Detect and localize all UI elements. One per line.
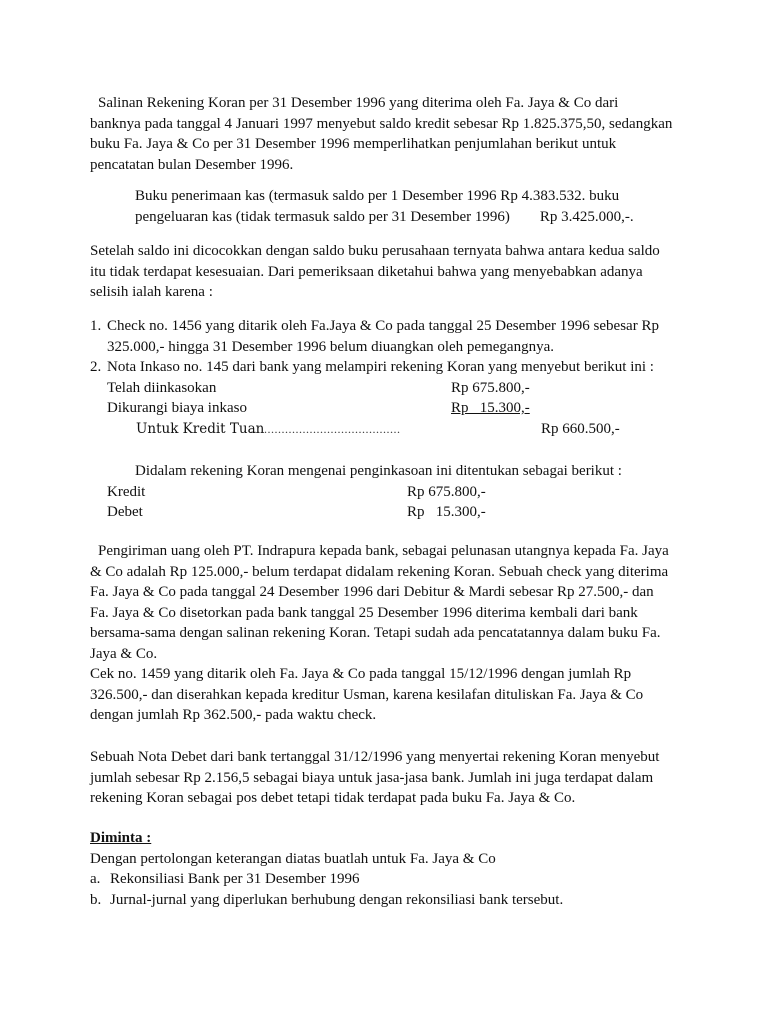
statement-label: Debet [107,504,143,520]
collection-table [90,378,700,440]
list-item-text: Check no. 1456 yang ditarik oleh Fa.Jaya & Co pada tanggal 25 Desember 1996 sebesar Rp [107,318,659,334]
collection-row-telah [90,378,768,399]
cash-book-amount: Rp 3.425.000,-. [539,208,634,225]
cause-list [90,316,700,439]
statement-intro: Didalam rekening Koran mengenai penginkasoan ini ditentukan sebagai berikut : [135,463,622,479]
list-item-number: 1. [90,318,102,334]
discrepancy-paragraph [90,241,690,303]
intro-line: banknya pada tanggal 4 Januari 1997 menyebut saldo kredit sebesar Rp 1.825.375,50, sedangkan [90,115,673,132]
requirement-marker: b. [90,891,102,908]
debit-note-line: rekening Koran sebagai pos debet tetapi tidak terdapat pada buku Fa. Jaya & Co. [90,790,576,806]
cash-book-line [135,207,695,228]
list-item-text: Nota Inkaso no. 145 dari bank yang melampiri rekening Koran yang menyebut berikut ini : [107,359,654,375]
debit-note-paragraph [90,747,690,809]
transfer-line: Jaya & Co. [90,645,158,662]
requirement-marker: a. [90,871,101,887]
transfer-paragraph [90,541,690,726]
statement-row-kredit [107,482,768,503]
list-item-continuation: 325.000,- hingga 31 Desember 1996 belum diuangkan oleh pemegangnya. [107,338,554,355]
transfer-line: 326.500,- dan diserahkan kepada kreditur Usman, karena kesilafan dituliskan Fa. Jaya & Co [90,686,644,703]
collection-label: Untuk Kredit Tuan [136,420,265,437]
requirements-section [90,828,690,910]
statement-row-debet [107,502,768,523]
requirements-intro: Dengan pertolongan keterangan diatas buatlah untuk Fa. Jaya & Co [90,850,496,867]
transfer-line: & Co adalah Rp 125.000,- belum terdapat didalam rekening Koran. Sebuah check yang diterima [90,563,669,580]
collection-value: Rp 660.500,- [541,420,620,437]
requirement-text: Jurnal-jurnal yang diperlukan berhubung dengan rekonsiliasi bank tersebut. [110,891,564,908]
intro-line: buku Fa. Jaya & Co per 31 Desember 1996 memperlihatkan penjumlahan berikut untuk [90,136,617,152]
statement-value: Rp 675.800,- [407,483,486,500]
collection-value: Rp 675.800,- [451,379,530,396]
debit-note-line: Sebuah Nota Debet dari bank tertanggal 31/12/1996 yang menyertai rekening Koran menyebut [90,749,660,765]
collection-row-kredit [90,419,768,440]
transfer-line: Cek no. 1459 yang ditarik oleh Fa. Jaya & Co pada tanggal 15/12/1996 dengan jumlah Rp [90,666,632,682]
statement-entries [107,461,707,523]
transfer-line: dengan jumlah Rp 362.500,- pada waktu check. [90,707,377,723]
requirement-text: Rekonsiliasi Bank per 31 Desember 1996 [110,871,360,887]
list-item [90,316,700,357]
collection-value: Rp 15.300,- [451,400,530,416]
requirement-item [90,890,690,911]
transfer-line: bersama-sama dengan salinan rekening Koran. Tetapi sudah ada pencatatannya dalam buku Fa. [90,625,661,641]
statement-label: Kredit [107,483,146,500]
transfer-line: Fa. Jaya & Co pada tanggal 24 Desember 1996 dari Debitur & Mardi sebesar Rp 27.500,- dan [90,584,654,600]
requirements-heading: Diminta : [90,830,152,846]
collection-label: Telah diinkasokan [107,379,217,396]
transfer-line: Fa. Jaya & Co disetorkan pada bank tanggal 25 Desember 1996 diterima kembali dari bank [90,604,638,621]
debit-note-line: jumlah sebesar Rp 2.156,5 sebagai biaya untuk jasa-jasa bank. Jumlah ini juga terdapat dalam [90,769,654,786]
collection-row-biaya [90,398,768,419]
collection-label: Dikurangi biaya inkaso [107,400,247,416]
requirement-item [90,869,690,890]
discrepancy-line: selisih ialah karena : [90,284,213,300]
intro-paragraph [90,93,690,175]
cash-book-line: Buku penerimaan kas (termasuk saldo per 1 Desember 1996 Rp 4.383.532. buku [135,188,620,204]
discrepancy-line: Setelah saldo ini dicocokkan dengan saldo buku perusahaan ternyata bahwa antara kedua saldo [90,243,660,259]
discrepancy-line: itu tidak terdapat kesesuaian. Dari pemeriksaan diketahui bahwa yang menyebabkan adanya [90,263,643,280]
intro-line: Salinan Rekening Koran per 31 Desember 1996 yang diterima oleh Fa. Jaya & Co dari [98,95,619,111]
cash-book-paragraph [135,186,695,227]
list-item-number: 2. [90,359,102,375]
intro-line: pencatatan bulan Desember 1996. [90,156,294,173]
cash-book-text: pengeluaran kas (tidak termasuk saldo per 31 Desember 1996) [135,208,510,225]
leader-dots: ........................................... [250,421,401,436]
list-item [90,357,700,378]
statement-table [107,482,707,523]
transfer-line: Pengiriman uang oleh PT. Indrapura kepada bank, sebagai pelunasan utangnya kepada Fa. Jaya [98,543,669,559]
statement-value: Rp 15.300,- [407,504,486,520]
